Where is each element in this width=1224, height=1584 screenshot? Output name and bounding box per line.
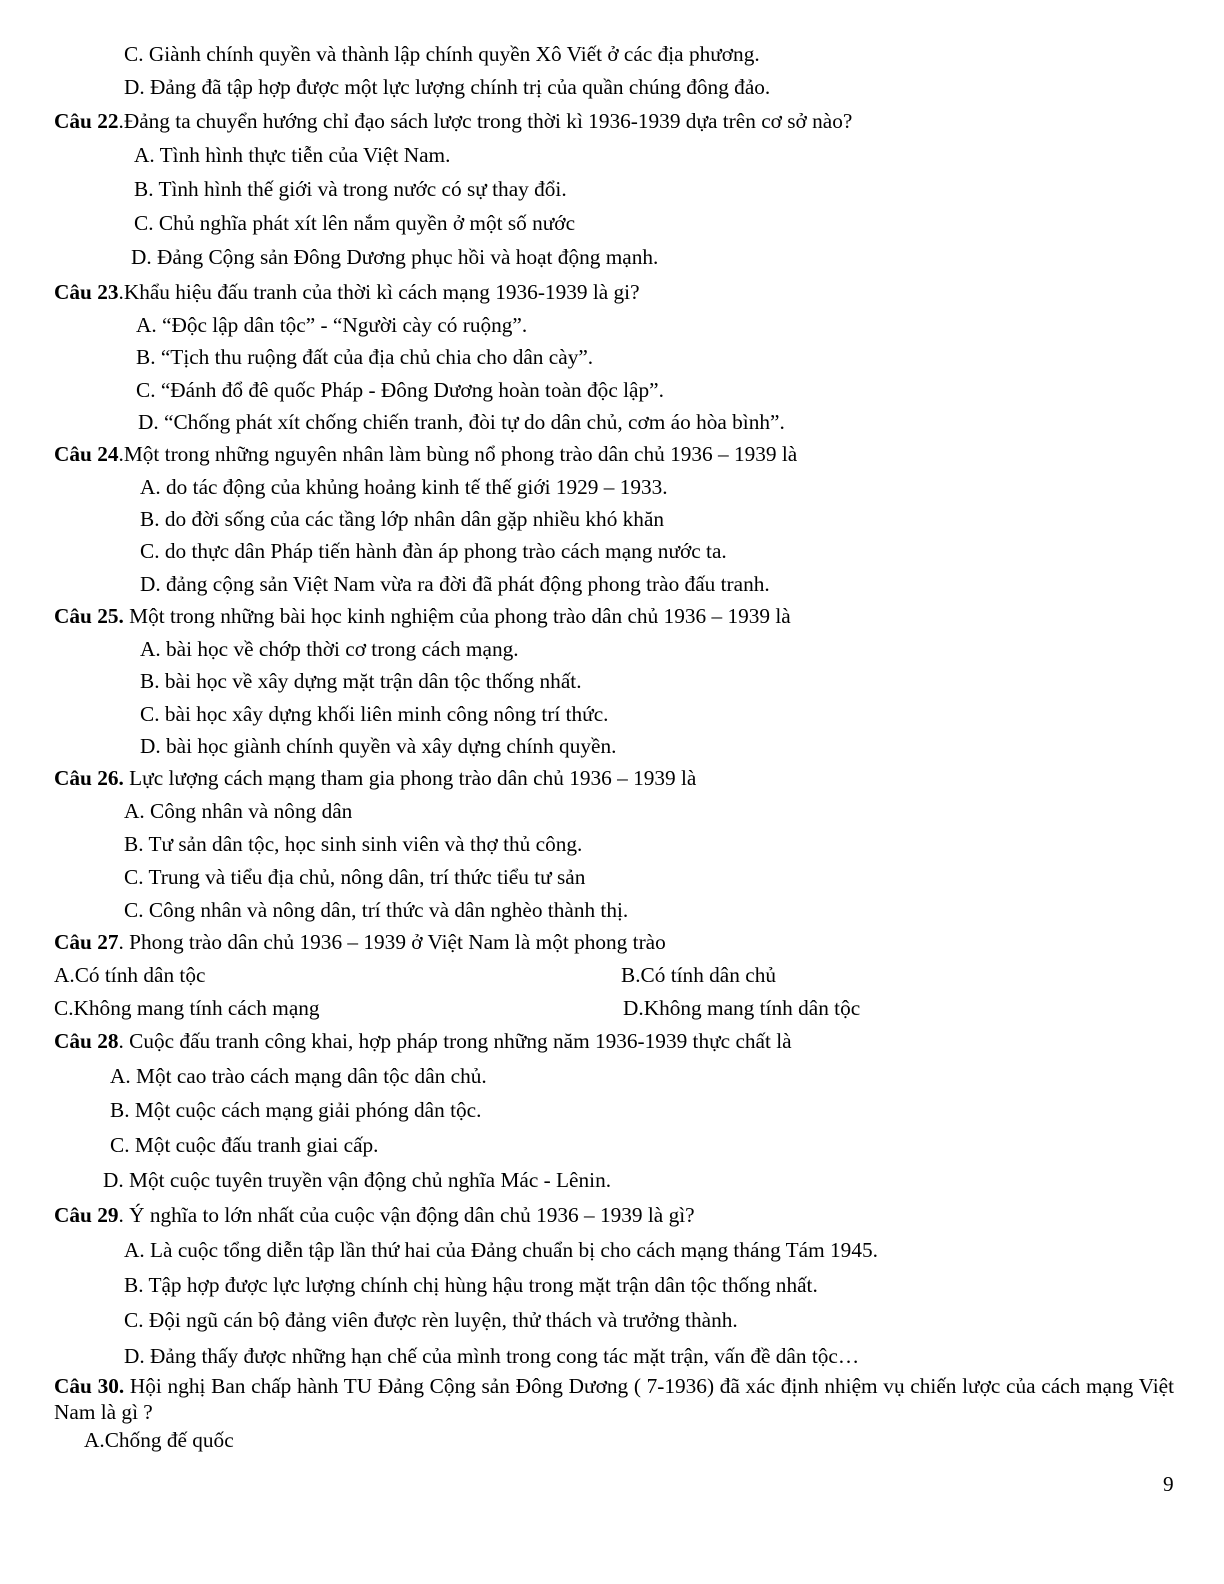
question-text: .Đảng ta chuyển hướng chỉ đạo sách lược trong thời kì 1936-1939 dựa trên cơ sở nào? — [118, 109, 853, 133]
question-number: Câu 27 — [54, 930, 119, 954]
question-text: Một trong những bài học kinh nghiệm của phong trào dân chủ 1936 – 1939 là — [123, 604, 791, 628]
question-number: Câu 22 — [54, 109, 119, 133]
answer-25c: C. bài học xây dựng khối liên minh công nông trí thức. — [140, 702, 609, 726]
question-text: . Cuộc đấu tranh công khai, hợp pháp trong những năm 1936-1939 thực chất là — [118, 1029, 792, 1053]
answer-25b: B. bài học về xây dựng mặt trận dân tộc thống nhất. — [140, 669, 582, 693]
answer-27d: D.Không mang tính dân tộc — [623, 996, 861, 1020]
question-24 — [54, 441, 797, 467]
answer-25d: D. bài học giành chính quyền và xây dựng chính quyền. — [140, 734, 617, 758]
answer-27c: C.Không mang tính cách mạng — [54, 996, 320, 1020]
answer-26a: A. Công nhân và nông dân — [124, 799, 353, 823]
answer-29b: B. Tập hợp được lực lượng chính chị hùng hậu trong mặt trận dân tộc thống nhất. — [124, 1273, 818, 1297]
answer-29a: A. Là cuộc tổng diễn tập lần thứ hai của Đảng chuẩn bị cho cách mạng tháng Tám 1945. — [124, 1238, 878, 1262]
question-number: Câu 28 — [54, 1029, 119, 1053]
question-number: Câu 29 — [54, 1203, 119, 1227]
answer-24a: A. do tác động của khủng hoảng kinh tế thế giới 1929 – 1933. — [140, 475, 668, 499]
question-text: .Khẩu hiệu đấu tranh của thời kì cách mạng 1936-1939 là gi? — [118, 280, 640, 304]
answer-24b: B. do đời sống của các tầng lớp nhân dân gặp nhiều khó khăn — [140, 507, 665, 531]
question-text: Hội nghị Ban chấp hành TU Đảng Cộng sản Đông Dương ( 7-1936) đã xác định nhiệm vụ chiến lược của cách mạng Việt Nam là gì ? — [54, 1374, 1174, 1424]
question-22 — [54, 108, 852, 134]
answer-23a: A. “Độc lập dân tộc” - “Người cày có ruộng”. — [136, 313, 528, 337]
answer-30a: A.Chống đế quốc — [84, 1428, 234, 1452]
answer-26b: B. Tư sản dân tộc, học sinh sinh viên và thợ thủ công. — [124, 832, 583, 856]
line-0: C. Giành chính quyền và thành lập chính quyền Xô Viết ở các địa phương. — [124, 42, 760, 66]
question-27 — [54, 929, 666, 955]
question-26 — [54, 765, 696, 791]
answer-27b: B.Có tính dân chủ — [621, 963, 776, 987]
question-29 — [54, 1202, 695, 1228]
answer-23d: D. “Chống phát xít chống chiến tranh, đòi tự do dân chủ, cơm áo hòa bình”. — [138, 410, 785, 434]
answer-23b: B. “Tịch thu ruộng đất của địa chủ chia cho dân cày”. — [136, 345, 594, 369]
answer-25a: A. bài học về chớp thời cơ trong cách mạng. — [140, 637, 519, 661]
answer-24c: C. do thực dân Pháp tiến hành đàn áp phong trào cách mạng nước ta. — [140, 539, 727, 563]
question-number: Câu 26. — [54, 766, 124, 790]
question-28 — [54, 1028, 792, 1054]
question-text: . Phong trào dân chủ 1936 – 1939 ở Việt Nam là một phong trào — [118, 930, 666, 954]
answer-27a: A.Có tính dân tộc — [54, 963, 206, 987]
answer-28b: B. Một cuộc cách mạng giải phóng dân tộc. — [110, 1098, 482, 1122]
question-text: . Ý nghĩa to lớn nhất của cuộc vận động dân chủ 1936 – 1939 là gì? — [118, 1203, 695, 1227]
question-number: Câu 23 — [54, 280, 119, 304]
question-text: .Một trong những nguyên nhân làm bùng nổ phong trào dân chủ 1936 – 1939 là — [118, 442, 798, 466]
answer-22d: D. Đảng Cộng sản Đông Dương phục hồi và hoạt động mạnh. — [131, 245, 659, 269]
page-number: 9 — [1163, 1472, 1174, 1496]
line-1: D. Đảng đã tập hợp được một lực lượng chính trị của quần chúng đông đảo. — [124, 75, 771, 99]
answer-24d: D. đảng cộng sản Việt Nam vừa ra đời đã phát động phong trào đấu tranh. — [140, 572, 770, 596]
answer-29d: D. Đảng thấy được những hạn chế của mình trong cong tác mặt trận, vấn đề dân tộc… — [124, 1344, 860, 1368]
question-text: Lực lượng cách mạng tham gia phong trào dân chủ 1936 – 1939 là — [123, 766, 697, 790]
answer-26c: C. Trung và tiểu địa chủ, nông dân, trí thức tiểu tư sản — [124, 865, 586, 889]
answer-22c: C. Chủ nghĩa phát xít lên nắm quyền ở một số nước — [134, 211, 576, 235]
answer-22b: B. Tình hình thế giới và trong nước có sự thay đổi. — [134, 177, 567, 201]
answer-23c: C. “Đánh đổ đê quốc Pháp - Đông Dương hoàn toàn độc lập”. — [136, 378, 664, 402]
answer-28a: A. Một cao trào cách mạng dân tộc dân chủ. — [110, 1064, 487, 1088]
answer-28d: D. Một cuộc tuyên truyền vận động chủ nghĩa Mác - Lênin. — [103, 1168, 612, 1192]
answer-29c: C. Đội ngũ cán bộ đảng viên được rèn luyện, thử thách và trưởng thành. — [124, 1308, 738, 1332]
answer-26d: C. Công nhân và nông dân, trí thức và dân nghèo thành thị. — [124, 898, 629, 922]
question-number: Câu 24 — [54, 442, 119, 466]
answer-28c: C. Một cuộc đấu tranh giai cấp. — [110, 1133, 379, 1157]
question-23 — [54, 279, 640, 305]
question-30 — [54, 1373, 1174, 1425]
answer-22a: A. Tình hình thực tiễn của Việt Nam. — [134, 143, 451, 167]
question-number: Câu 25. — [54, 604, 124, 628]
question-25 — [54, 603, 791, 629]
question-number: Câu 30. — [54, 1374, 125, 1398]
